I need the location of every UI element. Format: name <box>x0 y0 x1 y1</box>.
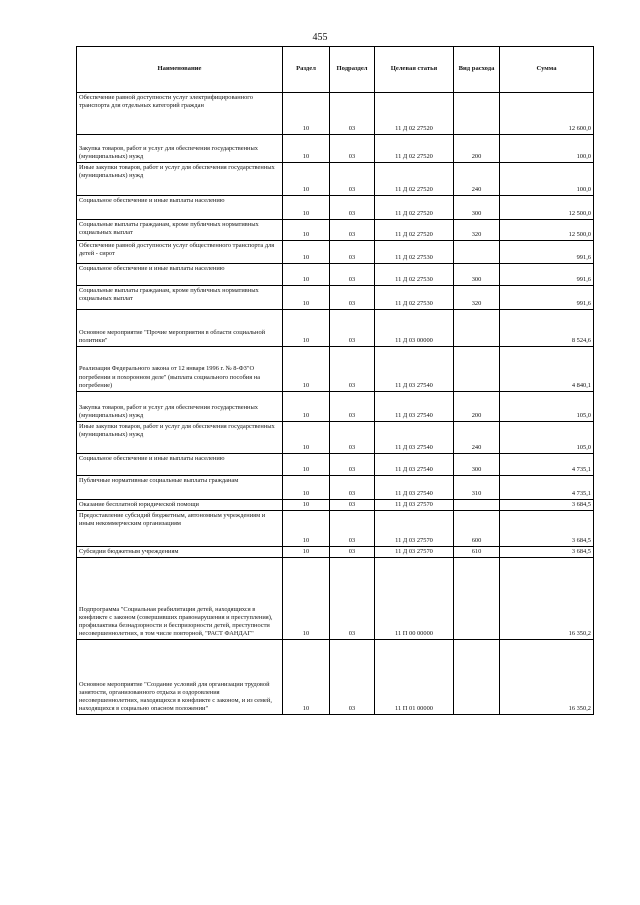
row-target-article: 11 Д 03 27570 <box>375 500 454 511</box>
row-name: Основное мероприятие "Создание условий для организации трудовой занятости, организованного отдыха и оздоровления несовершеннолетних, находящихся в конфликте с законом, и из семей, находящихся в социально опасном положении" <box>77 640 283 715</box>
row-podrazdel: 03 <box>330 500 375 511</box>
table-header-row <box>77 47 594 93</box>
row-razdel: 10 <box>283 500 330 511</box>
row-podrazdel: 03 <box>330 347 375 392</box>
row-sum: 4 735,1 <box>500 454 594 476</box>
table-row <box>77 476 594 500</box>
page-number: 455 <box>312 32 328 43</box>
table-row <box>77 547 594 558</box>
row-expense-type: 300 <box>454 264 500 286</box>
row-razdel: 10 <box>283 511 330 547</box>
header-podrazdel: Подраздел <box>330 47 375 93</box>
row-sum: 12 600,0 <box>500 93 594 135</box>
row-expense-type: 320 <box>454 286 500 310</box>
row-target-article: 11 Д 02 27530 <box>375 286 454 310</box>
row-expense-type: 300 <box>454 196 500 220</box>
row-razdel: 10 <box>283 310 330 347</box>
table-row <box>77 264 594 286</box>
row-expense-type <box>454 347 500 392</box>
row-name: Социальное обеспечение и иные выплаты населению <box>77 264 283 286</box>
row-podrazdel: 03 <box>330 135 375 163</box>
row-name: Социальные выплаты гражданам, кроме публичных нормативных социальных выплат <box>77 286 283 310</box>
row-name: Иные закупки товаров, работ и услуг для обеспечения государственных (муниципальных) нужд <box>77 422 283 454</box>
row-target-article: 11 Д 03 27570 <box>375 511 454 547</box>
table-row <box>77 640 594 715</box>
row-target-article: 11 П 01 00000 <box>375 640 454 715</box>
row-target-article: 11 Д 02 27530 <box>375 241 454 264</box>
header-expense-type: Вид расхода <box>454 47 500 93</box>
row-sum: 3 684,5 <box>500 511 594 547</box>
table-row <box>77 310 594 347</box>
row-target-article: 11 П 00 00000 <box>375 558 454 640</box>
row-name: Оказание бесплатной юридической помощи <box>77 500 283 511</box>
row-sum: 105,0 <box>500 422 594 454</box>
header-sum: Сумма <box>500 47 594 93</box>
row-name: Социальное обеспечение и иные выплаты населению <box>77 196 283 220</box>
table-row <box>77 93 594 135</box>
row-target-article: 11 Д 02 27530 <box>375 264 454 286</box>
row-expense-type: 240 <box>454 163 500 196</box>
row-expense-type: 200 <box>454 392 500 422</box>
row-razdel: 10 <box>283 196 330 220</box>
row-name: Социальное обеспечение и иные выплаты населению <box>77 454 283 476</box>
row-razdel: 10 <box>283 547 330 558</box>
row-sum: 105,0 <box>500 392 594 422</box>
row-razdel: 10 <box>283 264 330 286</box>
row-podrazdel: 03 <box>330 264 375 286</box>
row-expense-type <box>454 241 500 264</box>
row-name: Обеспечение равной доступности услуг общественного транспорта для детей - сирот <box>77 241 283 264</box>
row-podrazdel: 03 <box>330 558 375 640</box>
row-expense-type <box>454 558 500 640</box>
table-row <box>77 286 594 310</box>
row-expense-type: 320 <box>454 220 500 241</box>
row-name: Подпрограмма "Социальная реабилитация детей, находящихся в конфликте с законом (совершивших правонарушения и преступления), профилактика безнадзорности и беспризорности детей, преступности несовершеннолетних, в том числе повторной, "РАСТ ФАНДАГ" <box>77 558 283 640</box>
row-podrazdel: 03 <box>330 93 375 135</box>
row-name: Предоставление субсидий бюджетным, автономным учреждениям и иным некоммерческим организациям <box>77 511 283 547</box>
row-podrazdel: 03 <box>330 476 375 500</box>
row-target-article: 11 Д 02 27520 <box>375 220 454 241</box>
row-razdel: 10 <box>283 392 330 422</box>
row-podrazdel: 03 <box>330 286 375 310</box>
row-target-article: 11 Д 03 27540 <box>375 422 454 454</box>
row-sum: 16 350,2 <box>500 558 594 640</box>
row-podrazdel: 03 <box>330 640 375 715</box>
table-row <box>77 422 594 454</box>
row-podrazdel: 03 <box>330 511 375 547</box>
row-podrazdel: 03 <box>330 310 375 347</box>
row-target-article: 11 Д 03 27540 <box>375 476 454 500</box>
row-expense-type <box>454 500 500 511</box>
row-expense-type <box>454 640 500 715</box>
row-name: Субсидии бюджетным учреждениям <box>77 547 283 558</box>
row-razdel: 10 <box>283 93 330 135</box>
row-sum: 100,0 <box>500 135 594 163</box>
row-sum: 12 500,0 <box>500 220 594 241</box>
row-target-article: 11 Д 02 27520 <box>375 196 454 220</box>
row-podrazdel: 03 <box>330 392 375 422</box>
row-razdel: 10 <box>283 241 330 264</box>
row-expense-type: 200 <box>454 135 500 163</box>
row-razdel: 10 <box>283 220 330 241</box>
row-expense-type: 610 <box>454 547 500 558</box>
row-podrazdel: 03 <box>330 220 375 241</box>
row-name: Иные закупки товаров, работ и услуг для обеспечения государственных (муниципальных) нужд <box>77 163 283 196</box>
table-row <box>77 392 594 422</box>
table-row <box>77 500 594 511</box>
row-podrazdel: 03 <box>330 196 375 220</box>
table-row <box>77 241 594 264</box>
row-razdel: 10 <box>283 135 330 163</box>
row-sum: 3 684,5 <box>500 500 594 511</box>
row-expense-type: 240 <box>454 422 500 454</box>
budget-table <box>76 46 594 715</box>
row-sum: 12 500,0 <box>500 196 594 220</box>
row-target-article: 11 Д 03 27570 <box>375 547 454 558</box>
row-expense-type: 310 <box>454 476 500 500</box>
table-row <box>77 511 594 547</box>
row-razdel: 10 <box>283 422 330 454</box>
row-target-article: 11 Д 03 27540 <box>375 347 454 392</box>
row-podrazdel: 03 <box>330 547 375 558</box>
row-name: Социальные выплаты гражданам, кроме публичных нормативных социальных выплат <box>77 220 283 241</box>
row-razdel: 10 <box>283 640 330 715</box>
table-row <box>77 196 594 220</box>
row-sum: 4 735,1 <box>500 476 594 500</box>
header-name: Наименование <box>77 47 283 93</box>
row-sum: 991,6 <box>500 241 594 264</box>
row-sum: 100,0 <box>500 163 594 196</box>
table-row <box>77 163 594 196</box>
row-expense-type: 300 <box>454 454 500 476</box>
row-name: Закупка товаров, работ и услуг для обеспечения государственных (муниципальных) нужд <box>77 392 283 422</box>
row-sum: 16 350,2 <box>500 640 594 715</box>
row-podrazdel: 03 <box>330 163 375 196</box>
table-row <box>77 220 594 241</box>
row-sum: 8 524,6 <box>500 310 594 347</box>
row-target-article: 11 Д 03 27540 <box>375 392 454 422</box>
row-expense-type <box>454 93 500 135</box>
row-razdel: 10 <box>283 163 330 196</box>
table-row <box>77 558 594 640</box>
table-row <box>77 135 594 163</box>
row-name: Обеспечение равной доступности услуг электрифицированного транспорта для отдельных категорий граждан <box>77 93 283 135</box>
row-razdel: 10 <box>283 476 330 500</box>
row-razdel: 10 <box>283 347 330 392</box>
row-target-article: 11 Д 02 27520 <box>375 163 454 196</box>
table-row <box>77 347 594 392</box>
row-sum: 3 684,5 <box>500 547 594 558</box>
row-name: Реализация Федерального закона от 12 января 1996 г. № 8-ФЗ"О погребении и похоронном деле" (выплата социального пособия на погребение) <box>77 347 283 392</box>
row-target-article: 11 Д 02 27520 <box>375 93 454 135</box>
row-razdel: 10 <box>283 286 330 310</box>
row-target-article: 11 Д 03 00000 <box>375 310 454 347</box>
row-expense-type <box>454 310 500 347</box>
row-razdel: 10 <box>283 558 330 640</box>
row-sum: 991,6 <box>500 286 594 310</box>
header-target-article: Целевая статья <box>375 47 454 93</box>
table-row <box>77 454 594 476</box>
row-name: Публичные нормативные социальные выплаты гражданам <box>77 476 283 500</box>
row-target-article: 11 Д 03 27540 <box>375 454 454 476</box>
row-target-article: 11 Д 02 27520 <box>375 135 454 163</box>
row-name: Основное мероприятие "Прочие мероприятия в области социальной политики" <box>77 310 283 347</box>
row-sum: 4 840,1 <box>500 347 594 392</box>
row-podrazdel: 03 <box>330 422 375 454</box>
row-name: Закупка товаров, работ и услуг для обеспечения государственных (муниципальных) нужд <box>77 135 283 163</box>
row-expense-type: 600 <box>454 511 500 547</box>
header-razdel: Раздел <box>283 47 330 93</box>
row-razdel: 10 <box>283 454 330 476</box>
row-sum: 991,6 <box>500 264 594 286</box>
row-podrazdel: 03 <box>330 454 375 476</box>
row-podrazdel: 03 <box>330 241 375 264</box>
